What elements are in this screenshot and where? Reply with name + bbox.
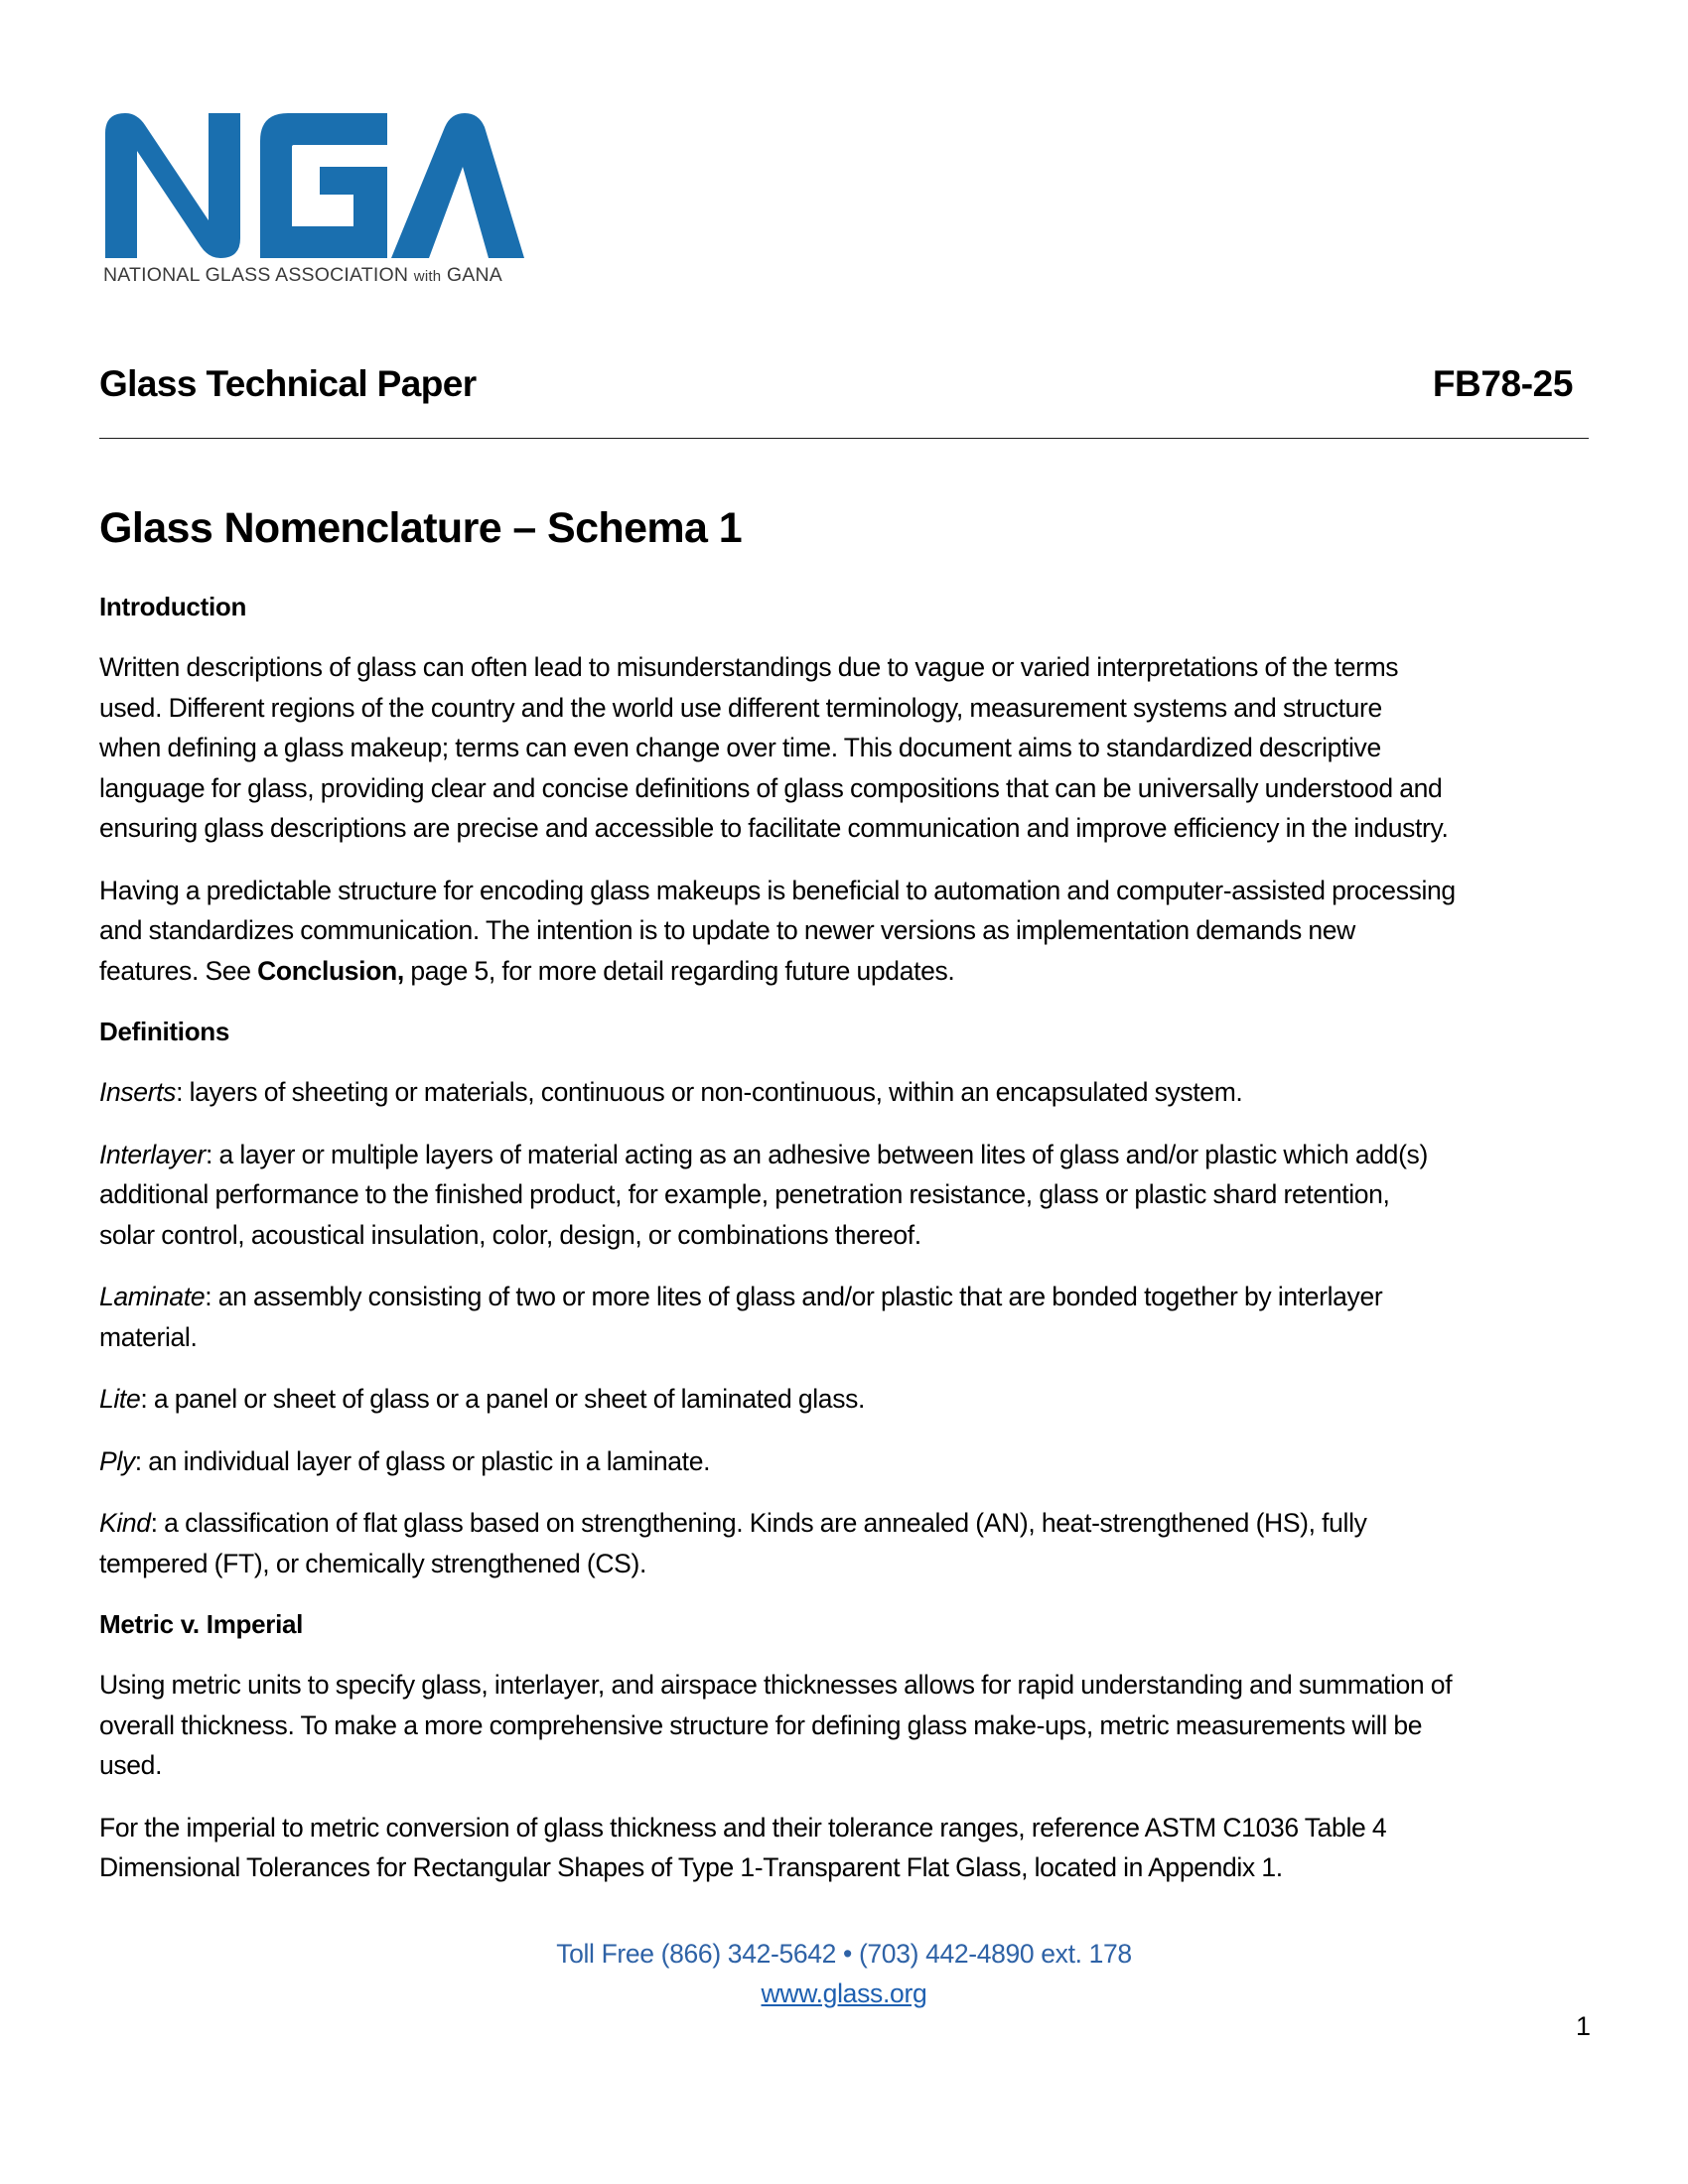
logo-subtitle-tail: GANA [446, 264, 502, 286]
definition-text: : an assembly consisting of two or more lites of glass and/or plastic that are bonded together by interlayer [205, 1282, 1383, 1311]
text-line: tempered (FT), or chemically strengthened (CS). [99, 1548, 646, 1578]
metric-paragraph-2 [99, 1808, 1609, 1888]
text-line [99, 1072, 1609, 1113]
definition-term: Kind [99, 1508, 151, 1538]
definition-term: Laminate [99, 1282, 206, 1311]
section-heading-introduction: Introduction [99, 592, 247, 621]
series-title: Glass Technical Paper [99, 363, 477, 404]
text-line: solar control, acoustical insulation, color, design, or combinations thereof. [99, 1219, 921, 1250]
text-line: material. [99, 1321, 198, 1352]
text-line: when defining a glass makeup; terms can even change over time. This document aims to standardized descriptive [99, 733, 1381, 762]
text-line: overall thickness. To make a more comprehensive structure for defining glass make-ups, metric measurements will be [99, 1709, 1423, 1740]
definition-term: Inserts [99, 1077, 177, 1107]
definition-text: : layers of sheeting or materials, continuous or non-continuous, within an encapsulated system. [176, 1077, 1243, 1107]
text-line: and standardizes communication. The intention is to update to newer versions as implementation demands new [99, 915, 1355, 945]
text-line: ensuring glass descriptions are precise and accessible to facilitate communication and improve efficiency in the industry. [99, 813, 1449, 843]
text-line: For the imperial to metric conversion of glass thickness and their tolerance ranges, reference ASTM C1036 Table 4 [99, 1812, 1387, 1843]
text-line [99, 1135, 1609, 1175]
definition-kind [99, 1503, 1609, 1583]
page-number: 1 [1575, 2011, 1591, 2041]
definition-text: : a classification of flat glass based on strengthening. Kinds are annealed (AN), heat-strengthened (HS), fully [150, 1508, 1367, 1538]
definition-ply [99, 1441, 1609, 1482]
definition-inserts [99, 1072, 1609, 1113]
text-fragment: features. See [99, 955, 258, 986]
definition-term: Lite [99, 1384, 141, 1414]
definition-text: : an individual layer of glass or plastic in a laminate. [134, 1445, 711, 1476]
text-line: used. Different regions of the country and the world use different terminology, measurement systems and structure [99, 692, 1382, 723]
metric-paragraph-1 [99, 1665, 1609, 1786]
logo-subtitle-with: with [413, 268, 442, 285]
website-link[interactable]: www.glass.org [761, 1979, 927, 2008]
intro-paragraph-1 [99, 647, 1609, 849]
text-line: additional performance to the finished product, for example, penetration resistance, glass or plastic shard retention, [99, 1179, 1390, 1209]
text-line: Dimensional Tolerances for Rectangular Shapes of Type 1-Transparent Flat Glass, located in Appendix 1. [99, 1852, 1283, 1882]
text-line: Written descriptions of glass can often lead to misunderstandings due to vague or varied interpretations of the terms [99, 652, 1399, 682]
definition-text: : a panel or sheet of glass or a panel or sheet of laminated glass. [140, 1384, 866, 1414]
text-line [99, 1379, 1609, 1420]
text-fragment: page 5, for more detail regarding future updates. [403, 955, 955, 986]
conclusion-reference: Conclusion, [257, 955, 404, 986]
header-divider [99, 438, 1589, 439]
document-header [99, 363, 1589, 413]
contact-phone-numbers: Toll Free (866) 342-5642 • (703) 442-4890 ext. 178 [556, 1939, 1132, 1969]
text-line [99, 1277, 1609, 1317]
text-line [99, 1441, 1609, 1482]
logo-subtitle [103, 264, 502, 287]
page-title: Glass Nomenclature – Schema 1 [99, 504, 743, 552]
definition-text: : a layer or multiple layers of material acting as an adhesive between lites of glass and/or plastic which add(s) [205, 1139, 1428, 1169]
text-line: Using metric units to specify glass, interlayer, and airspace thicknesses allows for rapid understanding and summation of [99, 1670, 1453, 1700]
nga-logo [101, 111, 528, 290]
definition-laminate [99, 1277, 1609, 1357]
document-code: FB78-25 [1432, 363, 1573, 404]
section-heading-metric: Metric v. Imperial [99, 1609, 304, 1639]
text-line: Having a predictable structure for encoding glass makeups is beneficial to automation and computer-assisted processing [99, 875, 1456, 905]
definition-lite [99, 1379, 1609, 1420]
definition-interlayer [99, 1135, 1609, 1256]
document-body [99, 588, 1609, 1910]
text-line [99, 951, 1609, 992]
page-footer [0, 1934, 1688, 2013]
text-line: used. [99, 1750, 163, 1780]
intro-paragraph-2 [99, 871, 1609, 992]
section-heading-definitions: Definitions [99, 1017, 230, 1046]
logo-subtitle-main: NATIONAL GLASS ASSOCIATION [103, 264, 409, 286]
text-line: language for glass, providing clear and concise definitions of glass compositions that can be universally understood and [99, 772, 1443, 803]
definition-term: Interlayer [99, 1139, 206, 1169]
text-line [99, 1503, 1609, 1544]
nga-logo-mark-icon [101, 111, 526, 260]
definition-term: Ply [99, 1445, 135, 1476]
